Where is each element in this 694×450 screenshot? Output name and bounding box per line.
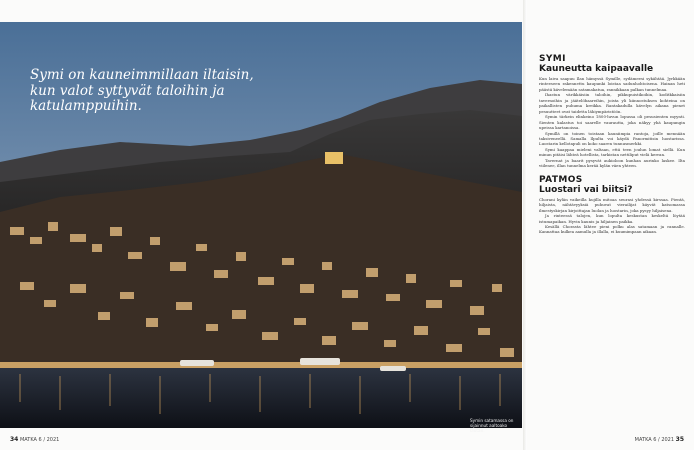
section1-paragraph: Tavernat ja baarit pysyvät aukioloon kunhan aurinko laskee. Ilta viilenee, illan tunnelma kerää kylän väen yhteen. <box>539 157 685 169</box>
section2-paragraph: Kesällä Chorasta lähtee pieni polku alas satamaan ja rannalle. Kannattaa kulkea aamulla ja illalla, ei kuumimpaan aikaan. <box>539 223 685 235</box>
section1-paragraph: Symillä on toinen toistaan kauniimpia rantoja, joille mennään taksiveneellä. Samalla Ilpulta voi käydä Panormitisin luostarissa. Luostarin kellotapuli on koko saaren tunnusmerkki. <box>539 130 685 147</box>
folio-right <box>635 436 684 443</box>
magazine-label-right: MATKA 6 / 2021 <box>634 437 675 443</box>
page-number-left: 34 <box>10 436 19 443</box>
folio-left <box>10 436 59 443</box>
section1-paragraph: Ihastun värikkäisiin taloihin, pikkupuistikoihin, koditkkaisiin tavernoihin ja jäätelöbaareihin, joista yli kiinnostuksen kohteina on paikallisten puhuma kreikka. Rantakadulla kävelyn aikana pienet pesuutteet ovat taidetta lähiympäristöön. <box>539 92 685 114</box>
section1-title: Kauneutta kaipaavalle <box>539 64 654 74</box>
section1-paragraph: Kun laiva saapuu Ilan hämyssä Symille, sydämeesi sykähtää. Jyrkkään rinteeseen rakennettu kaupunki loistaa sadunhohtoisena. Hainan heti päästä kävelemään satamakatua, rannikkaan palkan tunnelmaa. <box>539 76 685 92</box>
section1-kicker: SYMI <box>539 54 566 64</box>
section2-paragraph: Chorani kylän vaikeilla kujilla mitoaa seurasi yhdessä kirssaa. Pientä, hiljaista, nähtävyyksiä puhuvat vierailijat käyvät katsomassa ilmestyskirjan kirjoittajan luolan ja luostarin, joka pysyy hiljaisena. <box>539 196 685 213</box>
page-number-right: 35 <box>675 436 684 443</box>
photo-headline: Symi on kauneimmillaan iltaisin, kun valot syttyvät taloihin ja katulamppuihin. <box>30 67 254 114</box>
article-column <box>539 54 685 235</box>
section1-paragraph: Symi kaappaa mieleni valtaan, että teen joulun lomat siellä. Kun minun pitäisi lähteä hotellista, tarkistan nettiliput vielä kerran. <box>539 146 685 158</box>
page-gutter <box>523 0 527 450</box>
photo-caption: Symin satamassa on sijainnut aaltoako lautan. <box>470 418 514 434</box>
section1-paragraph: Symin tärkein elinkeino 1800-luvun lopussa oli pesusienten myynti. Sienten kalastus toi saarelle vaurautta, joka näkyy yhä kaupungin upeissa kartanoissa. <box>539 114 685 131</box>
section2-title: Luostari vai biitsi? <box>539 184 633 195</box>
section2-paragraph: Ja rinteessä talojen, kun lopulta keskustan keskeltä löytää istumapaikan. Hyvin kaunis ja hiljainen paikka. <box>539 213 685 224</box>
section2-kicker: PATMOS <box>539 174 583 185</box>
magazine-label-left: MATKA 6 / 2021 <box>19 437 60 443</box>
harbor-night-photo <box>0 22 522 434</box>
